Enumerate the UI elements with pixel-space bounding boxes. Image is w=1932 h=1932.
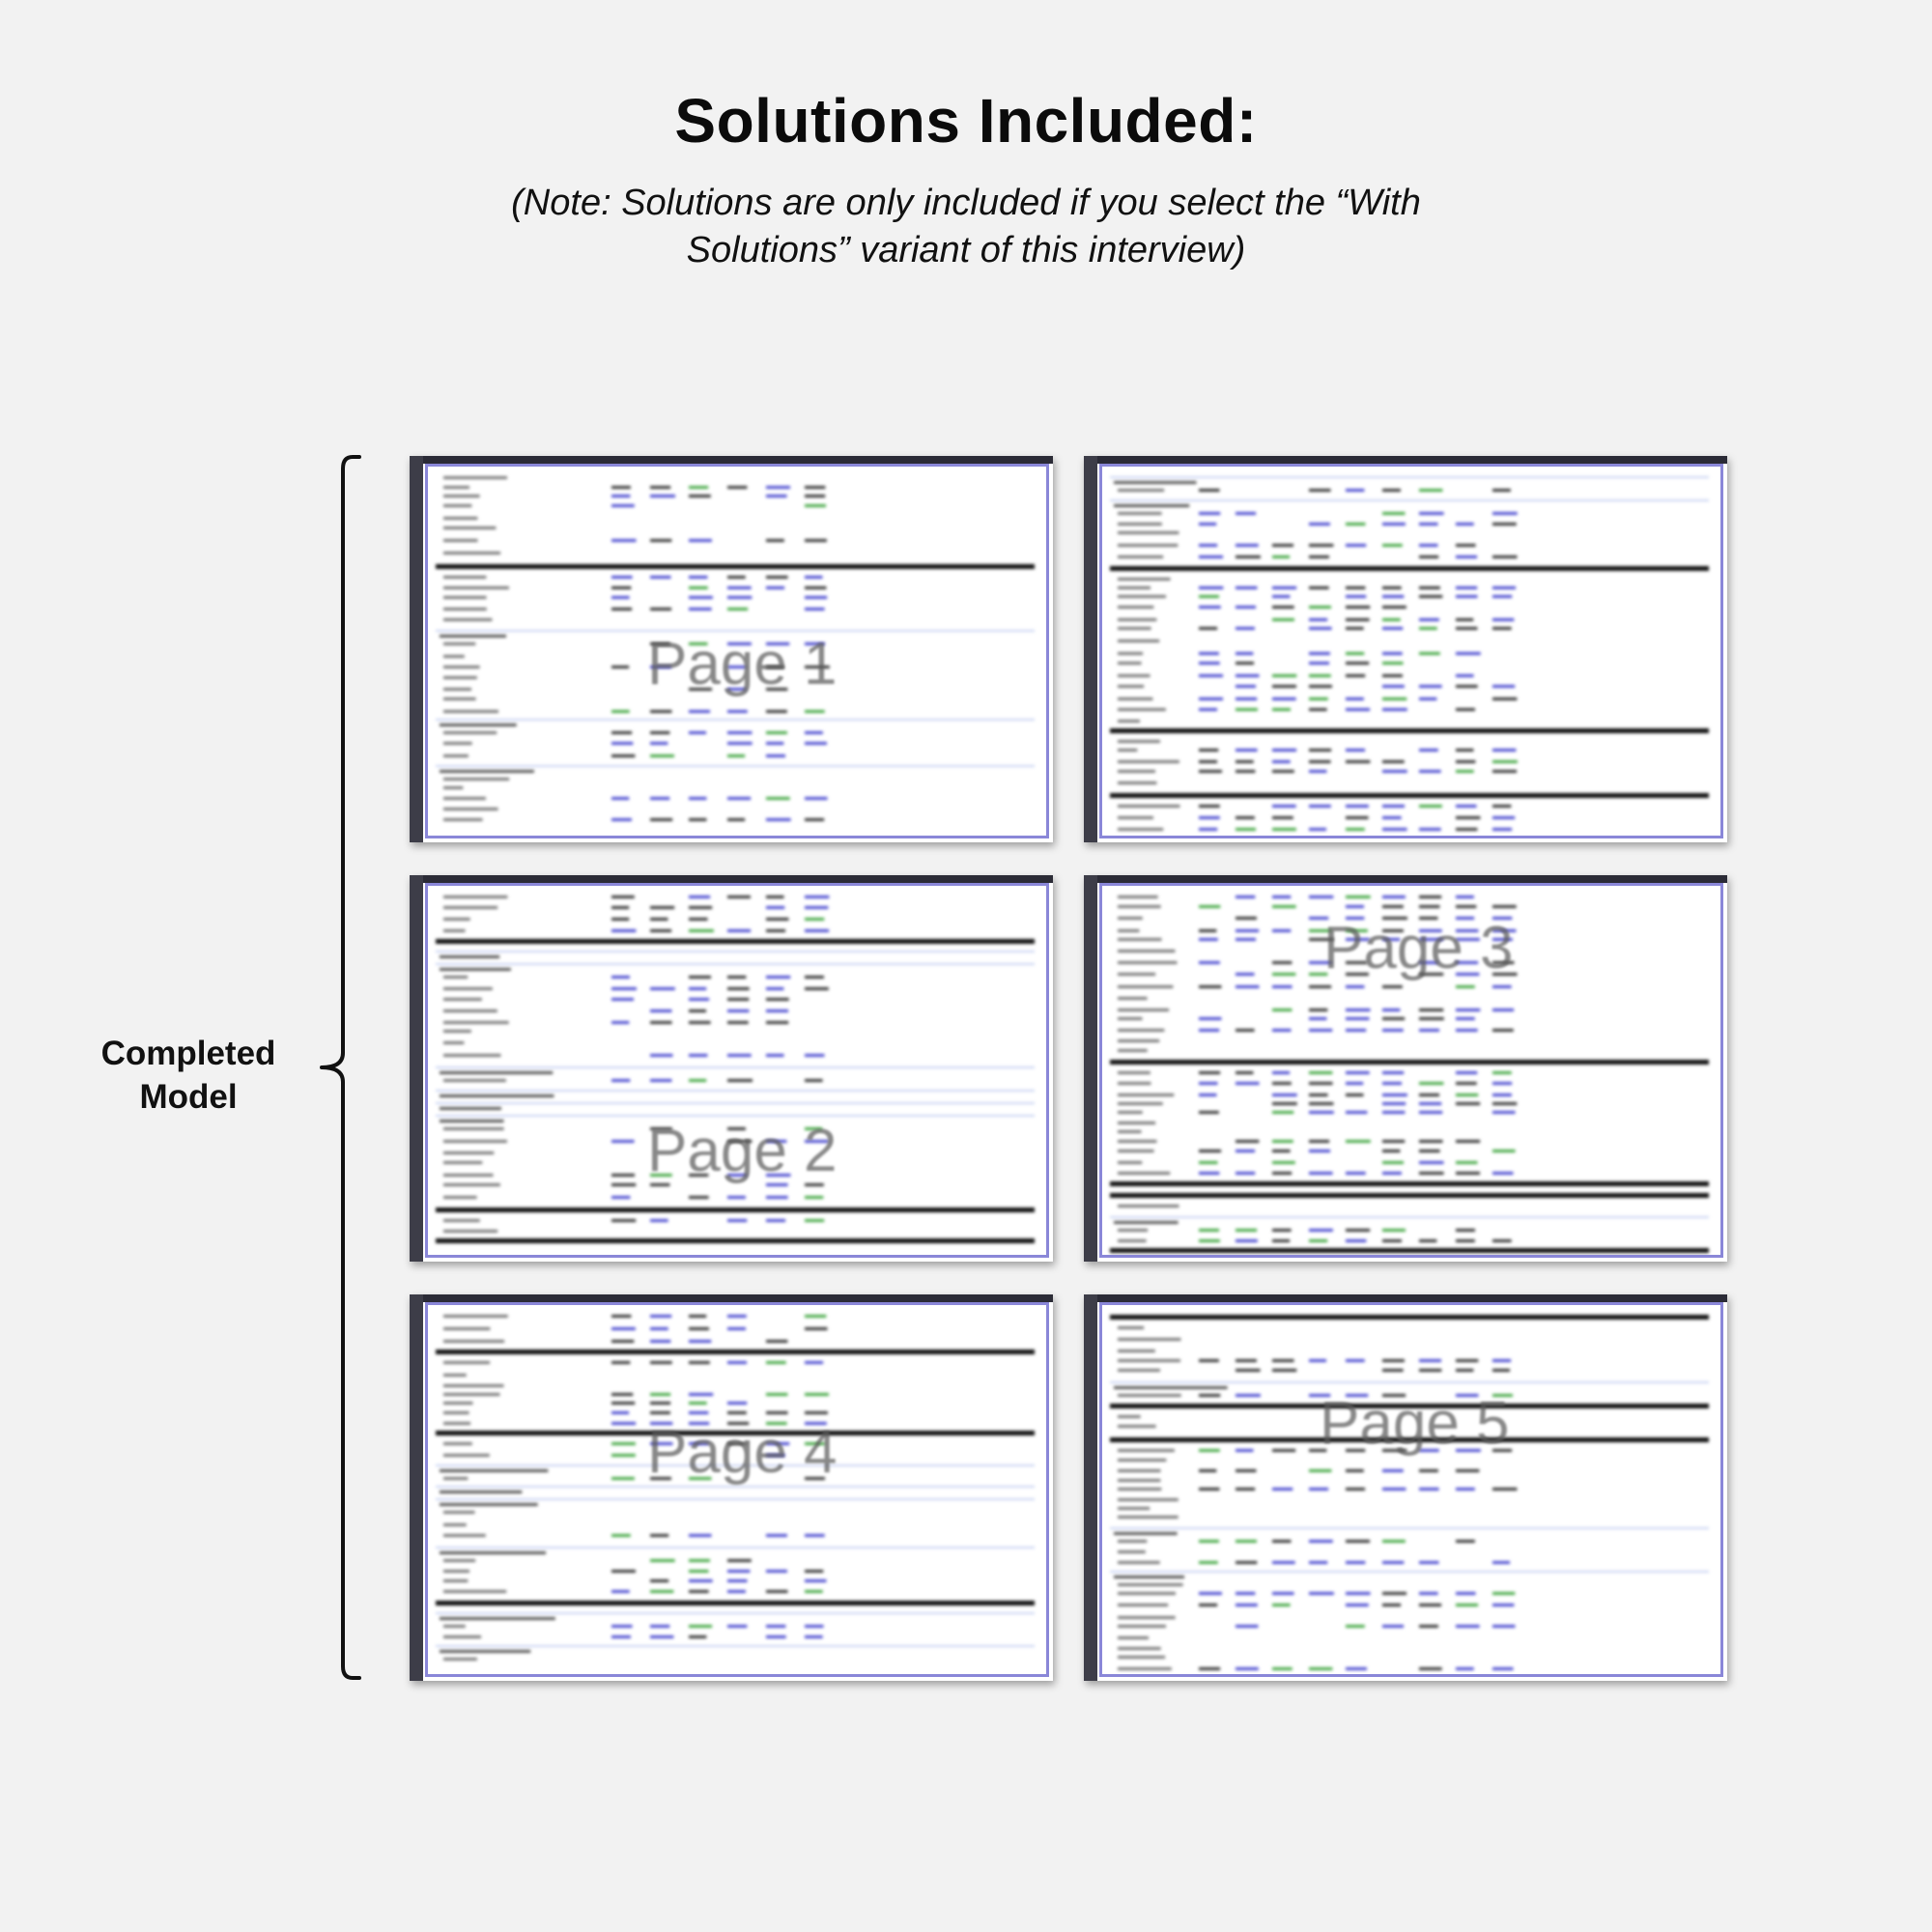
page-watermark: Page 2 [647, 1118, 838, 1184]
page-thumbnail-3 [410, 875, 1053, 1262]
spreadsheet-preview [1099, 1302, 1723, 1677]
page-title: Solutions Included: [674, 86, 1258, 156]
page-thumbnail-2 [1084, 456, 1727, 842]
page-thumbnail-6 [1084, 1294, 1727, 1681]
spreadsheet-texture [428, 1305, 1046, 1677]
page-watermark: Page 5 [1320, 1390, 1510, 1457]
spreadsheet-texture [1102, 1305, 1720, 1677]
curly-brace-icon [314, 454, 362, 1681]
spreadsheet-texture [428, 886, 1046, 1258]
solutions-note-line-2: Solutions” variant of this interview) [686, 230, 1246, 270]
spreadsheet-preview [425, 883, 1049, 1258]
solutions-note-line-1: (Note: Solutions are only included if you select the “With [511, 183, 1421, 223]
spreadsheet-preview [425, 1302, 1049, 1677]
completed-model-label-line-2: Model [139, 1078, 238, 1116]
spreadsheet-texture [1102, 467, 1720, 838]
page-watermark: Page 1 [647, 631, 838, 697]
page-watermark: Page 3 [1323, 915, 1514, 981]
page-thumbnail-4 [1084, 875, 1727, 1262]
page-thumbnail-5 [410, 1294, 1053, 1681]
page-watermark: Page 4 [647, 1419, 838, 1486]
page-thumbnail-1 [410, 456, 1053, 842]
spreadsheet-preview [1099, 464, 1723, 838]
completed-model-label [87, 1032, 290, 1119]
solutions-note [386, 180, 1546, 274]
completed-model-label-line-1: Completed [100, 1035, 276, 1072]
